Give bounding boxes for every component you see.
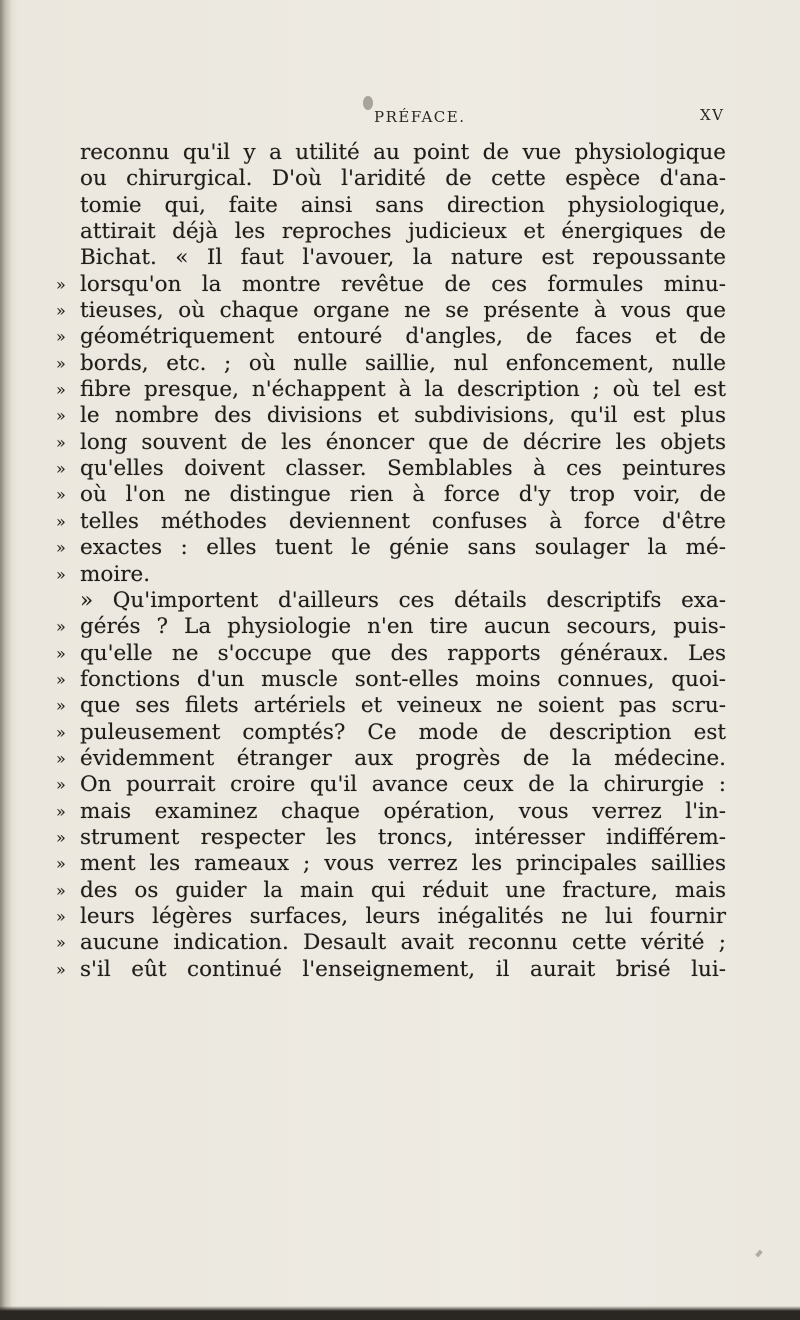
line-text: » Qu'importent d'ailleurs ces détails descriptifs exa- — [80, 587, 726, 613]
line-text: lorsqu'on la montre revêtue de ces formules minu- — [80, 271, 726, 297]
line-text: tieuses, où chaque organe ne se présente à vous que — [80, 298, 726, 324]
page-bottom-edge — [0, 1306, 800, 1320]
quote-mark: » — [56, 301, 66, 321]
line-text: qu'elle ne s'occupe que des rapports généraux. Les — [80, 640, 726, 666]
text-line — [56, 140, 726, 166]
text-line — [56, 588, 726, 614]
running-head-title: PRÉFACE. — [374, 108, 466, 126]
line-text: Bichat. « Il faut l'avouer, la nature est repoussante — [80, 245, 726, 271]
line-text: bords, etc. ; où nulle saillie, nul enfoncement, nulle — [80, 350, 726, 376]
text-line — [56, 351, 726, 377]
text-line — [56, 614, 726, 640]
line-text: tomie qui, faite ainsi sans direction physiologique, — [80, 192, 726, 218]
text-line — [56, 878, 726, 904]
running-head — [0, 104, 800, 132]
page-binding-edge — [0, 0, 12, 1320]
text-line — [56, 219, 726, 245]
text-line — [56, 298, 726, 324]
text-line — [56, 957, 726, 983]
line-text: ou chirurgical. D'où l'aridité de cette espèce d'ana- — [80, 166, 726, 192]
text-line — [56, 193, 726, 219]
quote-mark: » — [56, 406, 66, 426]
quote-mark: » — [56, 748, 66, 768]
quote-mark: » — [56, 854, 66, 874]
line-text: moire. — [80, 561, 151, 587]
text-line — [56, 825, 726, 851]
line-text: géométriquement entouré d'angles, de faces et de — [80, 324, 726, 350]
line-text: fonctions d'un muscle sont-elles moins connues, quoi- — [80, 666, 726, 692]
line-text: attirait déjà les reproches judicieux et énergiques de — [80, 219, 726, 245]
text-line — [56, 562, 726, 588]
line-text: On pourrait croire qu'il avance ceux de la chirurgie : — [80, 772, 726, 798]
quote-mark: » — [56, 274, 66, 294]
text-line — [56, 430, 726, 456]
text-line — [56, 641, 726, 667]
body-text — [56, 140, 726, 983]
line-text: strument respecter les troncs, intéresser indifférem- — [80, 824, 726, 850]
text-line — [56, 245, 726, 271]
quote-mark: » — [56, 906, 66, 926]
quote-mark: » — [56, 327, 66, 347]
line-text: telles méthodes deviennent confuses à force d'être — [80, 508, 726, 534]
quote-mark: » — [56, 696, 66, 716]
quote-mark: » — [56, 564, 66, 584]
quote-mark: » — [56, 722, 66, 742]
text-line — [56, 851, 726, 877]
text-line — [56, 403, 726, 429]
page-number: XV — [700, 106, 725, 124]
text-line — [56, 746, 726, 772]
quote-mark: » — [56, 801, 66, 821]
line-text: évidemment étranger aux progrès de la médecine. — [80, 745, 726, 771]
line-text: puleusement comptés? Ce mode de description est — [80, 719, 726, 745]
quote-mark: » — [56, 538, 66, 558]
line-text: ment les rameaux ; vous verrez les principales saillies — [80, 851, 726, 877]
text-line — [56, 772, 726, 798]
ink-speck — [755, 1250, 763, 1258]
text-line — [56, 693, 726, 719]
text-line — [56, 324, 726, 350]
line-text: aucune indication. Desault avait reconnu cette vérité ; — [80, 930, 726, 956]
text-line — [56, 535, 726, 561]
line-text: long souvent de les énoncer que de décrire les objets — [80, 429, 726, 455]
text-line — [56, 272, 726, 298]
quote-mark: » — [56, 459, 66, 479]
quote-mark: » — [56, 827, 66, 847]
quote-mark: » — [56, 669, 66, 689]
quote-mark: » — [56, 880, 66, 900]
line-text: le nombre des divisions et subdivisions, qu'il est plus — [80, 403, 726, 429]
text-line — [56, 904, 726, 930]
text-line — [56, 377, 726, 403]
line-text: mais examinez chaque opération, vous verrez l'in- — [80, 798, 726, 824]
text-line — [56, 667, 726, 693]
line-text: que ses filets artériels et veineux ne soient pas scru- — [80, 693, 726, 719]
quote-mark: » — [56, 933, 66, 953]
text-line — [56, 720, 726, 746]
line-text: qu'elles doivent classer. Semblables à ces peintures — [80, 456, 726, 482]
text-line — [56, 799, 726, 825]
line-text: où l'on ne distingue rien à force d'y trop voir, de — [80, 482, 726, 508]
line-text: des os guider la main qui réduit une fracture, mais — [80, 877, 726, 903]
quote-mark: » — [56, 485, 66, 505]
text-line — [56, 482, 726, 508]
line-text: gérés ? La physiologie n'en tire aucun secours, puis- — [80, 614, 726, 640]
line-text: leurs légères surfaces, leurs inégalités ne lui fournir — [80, 903, 726, 929]
line-text: exactes : elles tuent le génie sans soulager la mé- — [80, 535, 726, 561]
quote-mark: » — [56, 959, 66, 979]
quote-mark: » — [56, 775, 66, 795]
text-line — [56, 166, 726, 192]
line-text: reconnu qu'il y a utilité au point de vue physiologique — [80, 140, 726, 165]
quote-mark: » — [56, 617, 66, 637]
quote-mark: » — [56, 432, 66, 452]
line-text: fibre presque, n'échappent à la description ; où tel est — [80, 377, 726, 403]
quote-mark: » — [56, 511, 66, 531]
text-line — [56, 456, 726, 482]
text-line — [56, 509, 726, 535]
text-line — [56, 930, 726, 956]
quote-mark: » — [56, 643, 66, 663]
quote-mark: » — [56, 353, 66, 373]
quote-mark: » — [56, 380, 66, 400]
line-text: s'il eût continué l'enseignement, il aurait brisé lui- — [80, 956, 726, 982]
